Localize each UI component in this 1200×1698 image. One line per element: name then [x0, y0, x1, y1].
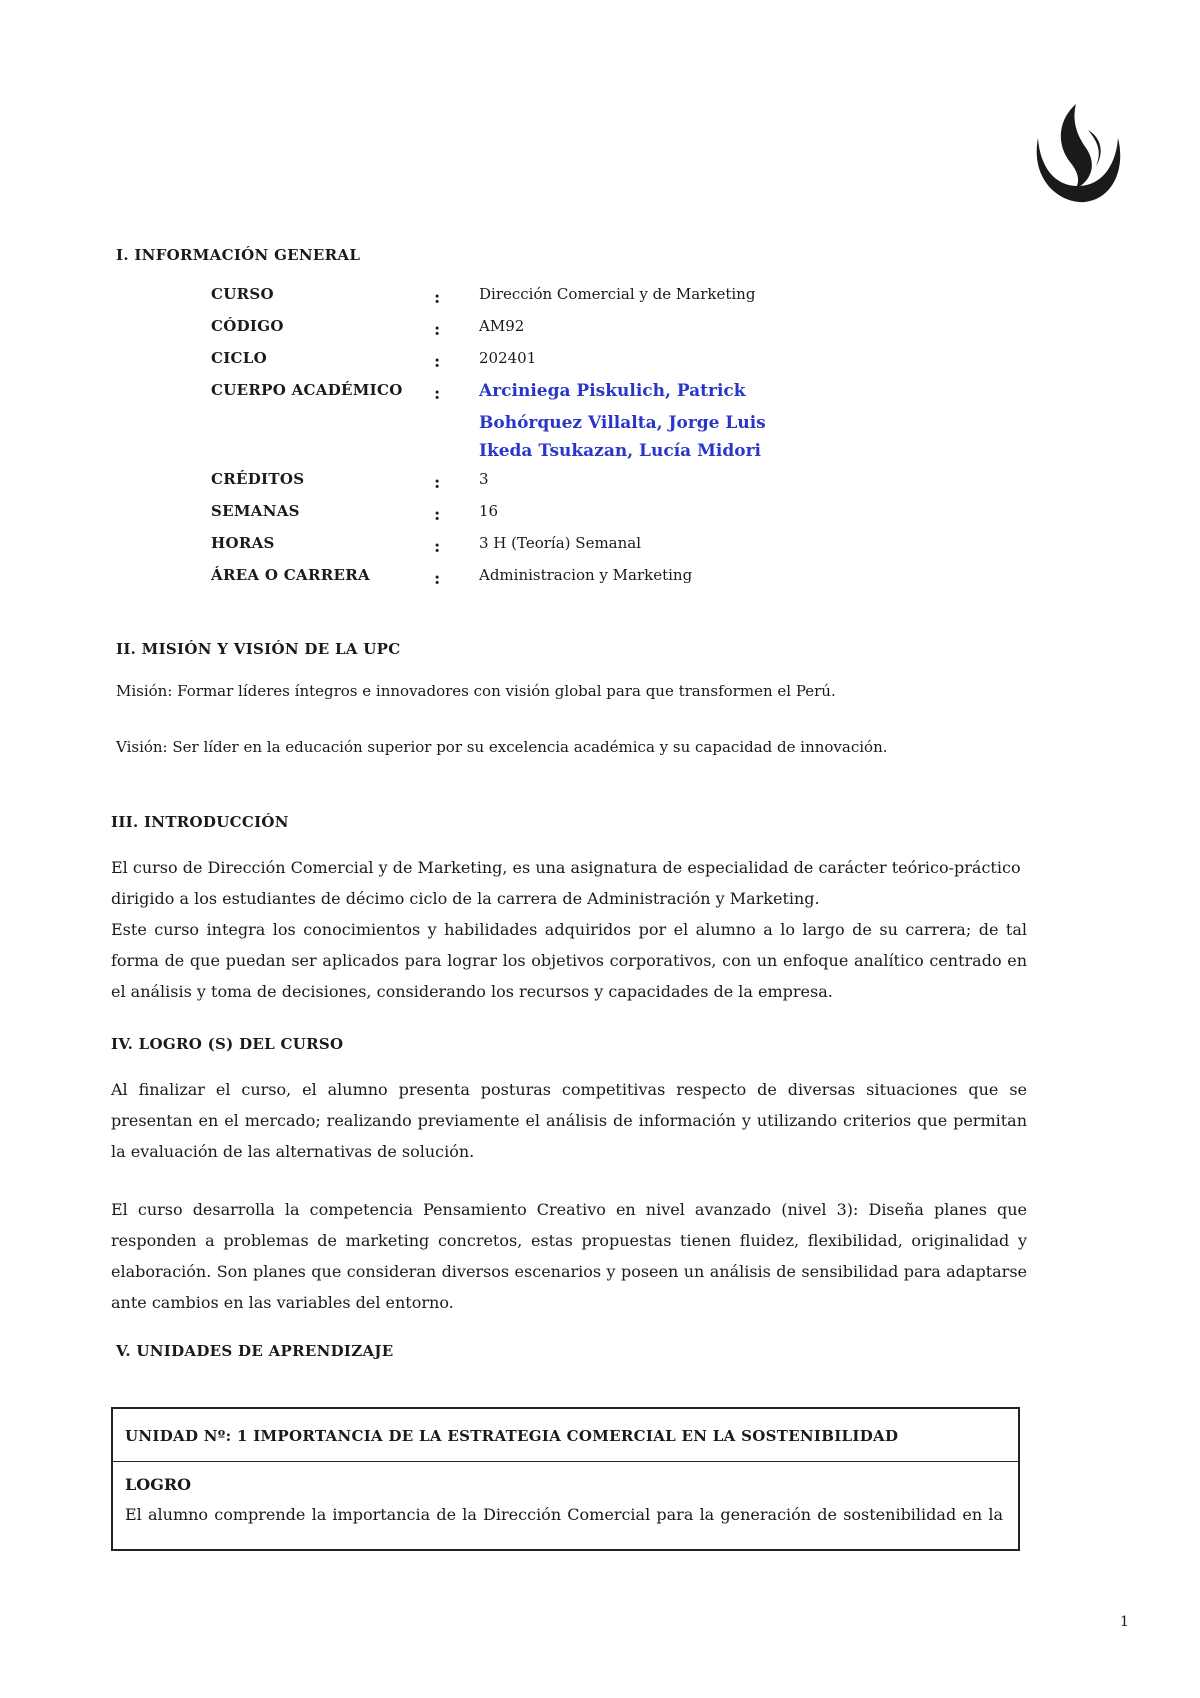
info-label: CRÉDITOS [211, 470, 305, 488]
info-label: SEMANAS [211, 502, 300, 520]
info-value: AM92 [479, 317, 525, 335]
info-label: ÁREA O CARRERA [211, 566, 370, 584]
info-label: CÓDIGO [211, 317, 284, 335]
intro-paragraph-1: El curso de Dirección Comercial y de Marketing, es una asignatura de especialidad de carácter teórico-práctico dirigido a los estudiantes de décimo ciclo de la carrera de Administración y Marketing. [111, 858, 1021, 908]
section-general-info-title: I. INFORMACIÓN GENERAL [116, 246, 361, 264]
info-separator: : [434, 288, 441, 308]
info-separator: : [434, 569, 441, 589]
section-unidades-title: V. UNIDADES DE APRENDIZAJE [116, 1342, 394, 1360]
vision-text: Visión: Ser líder en la educación superior por su excelencia académica y su capacidad de innovación. [116, 738, 888, 756]
info-label: CUERPO ACADÉMICO [211, 381, 403, 399]
info-label: CICLO [211, 349, 268, 367]
info-value: 202401 [479, 349, 537, 367]
info-separator: : [434, 537, 441, 557]
info-value: Administracion y Marketing [479, 566, 693, 584]
info-value: 3 H (Teoría) Semanal [479, 534, 642, 552]
info-label: CURSO [211, 285, 274, 303]
unit-title: UNIDAD Nº: 1 IMPORTANCIA DE LA ESTRATEGIA COMERCIAL EN LA SOSTENIBILIDAD [125, 1427, 899, 1445]
logro-paragraph-1: Al finalizar el curso, el alumno presenta posturas competitivas respecto de diversas situaciones que se presentan en el mercado; realizando previamente el análisis de información y utilizando criterios que permitan la evaluación de las alternativas de solución. [111, 1080, 1027, 1161]
info-separator: : [434, 473, 441, 493]
info-separator: : [434, 352, 441, 372]
info-separator: : [434, 384, 441, 404]
info-separator: : [434, 505, 441, 525]
info-separator: : [434, 320, 441, 340]
mision-text: Misión: Formar líderes íntegros e innovadores con visión global para que transformen el Perú. [116, 682, 836, 700]
unit-logro-text: El alumno comprende la importancia de la Dirección Comercial para la generación de sostenibilidad en la [125, 1505, 1003, 1524]
section-mision-vision-title: II. MISIÓN Y VISIÓN DE LA UPC [116, 640, 401, 658]
faculty-name: Arciniega Piskulich, Patrick [479, 381, 746, 401]
info-value: 16 [479, 502, 499, 520]
intro-paragraph-2: Este curso integra los conocimientos y habilidades adquiridos por el alumno a lo largo de su carrera; de tal forma de que puedan ser aplicados para lograr los objetivos corporativos, con un enfoque analítico centrado en el análisis y toma de decisiones, considerando los recursos y capacidades de la empresa. [111, 920, 1027, 1001]
logro-paragraph-2: El curso desarrolla la competencia Pensamiento Creativo en nivel avanzado (nivel 3): Diseña planes que responden a problemas de marketing concretos, estas propuestas tienen fluidez, flexibilidad, originalidad y elaboración. Son planes que consideran diversos escenarios y poseen un análisis de sensibilidad para adaptarse ante cambios en las variables del entorno. [111, 1200, 1027, 1312]
faculty-name: Bohórquez Villalta, Jorge Luis [479, 413, 766, 433]
unit-logro-label: LOGRO [125, 1475, 192, 1494]
section-logro-title: IV. LOGRO (S) DEL CURSO [111, 1035, 344, 1053]
page-number: 1 [1120, 1614, 1129, 1630]
upc-flame-logo-icon [1030, 100, 1125, 205]
info-value: Dirección Comercial y de Marketing [479, 285, 756, 303]
unit-divider [113, 1461, 1018, 1462]
unit-table [111, 1407, 1020, 1551]
info-value: 3 [479, 470, 489, 488]
section-introduccion-title: III. INTRODUCCIÓN [111, 813, 289, 831]
info-label: HORAS [211, 534, 275, 552]
faculty-name: Ikeda Tsukazan, Lucía Midori [479, 441, 762, 461]
